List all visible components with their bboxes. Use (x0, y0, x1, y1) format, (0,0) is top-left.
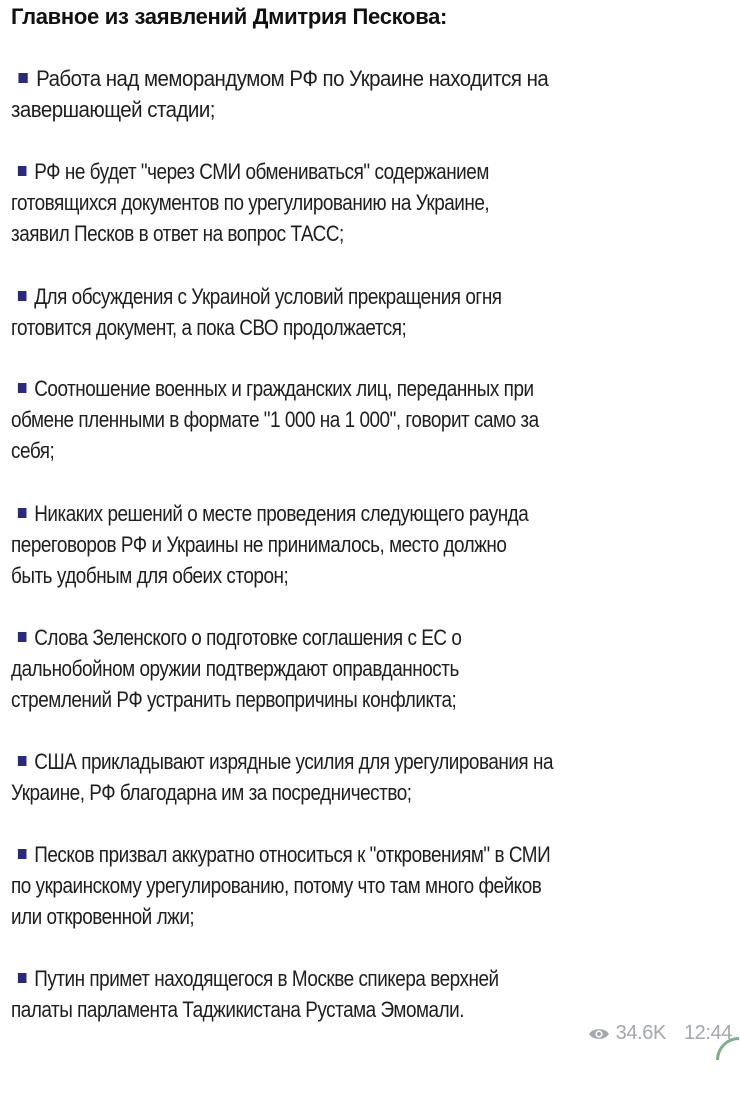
square-bullet-icon (18, 166, 27, 176)
paragraph-line: США прикладывают изрядные усилия для урегулирования на (11, 746, 635, 777)
paragraph-line: завершающей стадии; (11, 97, 215, 122)
square-bullet-icon (18, 632, 27, 642)
message-time: 12:44 (683, 1022, 732, 1044)
bullet-paragraph-6 (11, 622, 736, 715)
square-bullet-icon (18, 849, 27, 859)
paragraph-line: Соотношение военных и гражданских лиц, переданных при (11, 373, 635, 404)
paragraph-line: переговоров РФ и Украины не принималось, место должно (11, 532, 507, 557)
paragraph-line: Песков призвал аккуратно относиться к "откровениям" в СМИ (11, 839, 635, 870)
square-bullet-icon (18, 383, 27, 393)
eye-icon (588, 1027, 610, 1041)
paragraph-line: Для обсуждения с Украиной условий прекращения огня (11, 281, 635, 312)
message-title: Главное из заявлений Дмитрия Пескова: (11, 4, 448, 29)
paragraph-line: Украине, РФ благодарна им за посредничество; (11, 780, 412, 805)
bullet-paragraph-5 (11, 498, 736, 591)
view-count: 34.6K (615, 1022, 666, 1044)
message-footer (588, 1022, 732, 1045)
bullet-paragraph-1 (11, 63, 736, 125)
paragraph-line: готовящихся документов по урегулированию на Украине, (11, 190, 490, 215)
paragraph-line: Никаких решений о месте проведения следующего раунда (11, 498, 635, 529)
bullet-paragraph-3 (11, 281, 736, 343)
bullet-paragraph-7 (11, 746, 736, 808)
paragraph-line: готовится документ, а пока СВО продолжается; (11, 315, 407, 340)
paragraph-line: палаты парламента Таджикистана Рустама Эмомали. (11, 997, 465, 1022)
square-bullet-icon (18, 756, 27, 766)
paragraph-line: по украинскому урегулированию, потому что там много фейков (11, 873, 542, 898)
paragraph-line: заявил Песков в ответ на вопрос ТАСС; (11, 221, 344, 246)
paragraph-line: быть удобным для обеих сторон; (11, 563, 289, 588)
paragraph-line: Работа над меморандумом РФ по Украине находится на (11, 63, 685, 94)
paragraph-line: обмене пленными в формате "1 000 на 1 000", говорит само за (11, 407, 539, 432)
bullet-paragraph-9 (11, 963, 736, 1025)
square-bullet-icon (18, 291, 27, 301)
bullet-paragraph-8 (11, 839, 736, 932)
bullet-paragraph-4 (11, 373, 736, 466)
paragraph-line: или откровенной лжи; (11, 904, 195, 929)
paragraph-line: РФ не будет "через СМИ обмениваться" содержанием (11, 156, 635, 187)
square-bullet-icon (18, 73, 27, 83)
paragraph-line: дальнобойном оружии подтверждают оправданность (11, 656, 459, 681)
paragraph-line: стремлений РФ устранить первопричины конфликта; (11, 687, 457, 712)
paragraph-line: Путин примет находящегося в Москве спикера верхней (11, 963, 635, 994)
paragraph-line: себя; (11, 438, 55, 463)
paragraph-line: Слова Зеленского о подготовке соглашения с ЕС о (11, 622, 635, 653)
square-bullet-icon (18, 973, 27, 983)
square-bullet-icon (18, 508, 27, 518)
bullet-paragraph-2 (11, 156, 736, 249)
